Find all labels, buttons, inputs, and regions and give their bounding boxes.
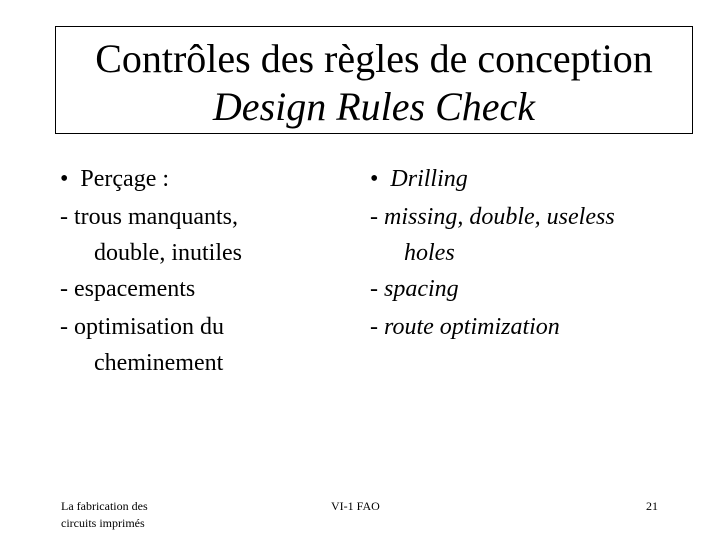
list-item [370, 270, 690, 308]
item-text: route optimization [384, 314, 560, 340]
list-item: - trous manquants, [60, 204, 238, 230]
footer-page-number: 21 [646, 499, 658, 513]
heading-percage: Perçage : [80, 166, 170, 192]
bullet-heading-drilling [370, 160, 690, 198]
list-item: - optimisation du [60, 314, 224, 340]
item-text: spacing [384, 276, 459, 302]
list-item-continuation: cheminement [94, 350, 224, 376]
right-column-english [370, 160, 690, 346]
footer-section: VI-1 FAO [331, 499, 380, 513]
item-text: missing, double, useless [384, 204, 615, 230]
list-item-continuation: double, inutiles [94, 240, 242, 266]
dash: - [370, 276, 384, 302]
footer-course-title [61, 498, 191, 532]
list-item [370, 308, 690, 346]
dash: - [370, 204, 384, 230]
title-english: Design Rules Check [212, 84, 536, 129]
footer-course-line-1: La fabrication des [61, 499, 148, 513]
title-box [55, 26, 693, 134]
bullet-icon: • [370, 166, 379, 192]
bullet-icon: • [60, 166, 69, 192]
heading-drilling: Drilling [390, 166, 468, 192]
list-item: - espacements [60, 276, 196, 302]
bullet-heading-percage [60, 160, 350, 198]
list-item [370, 198, 690, 236]
left-column-french [60, 160, 350, 380]
dash: - [370, 314, 384, 340]
footer-course-line-2: circuits imprimés [61, 516, 145, 530]
item-text: holes [404, 240, 455, 266]
list-item-continuation [370, 236, 690, 270]
title-french: Contrôles des règles de conception [95, 36, 653, 81]
